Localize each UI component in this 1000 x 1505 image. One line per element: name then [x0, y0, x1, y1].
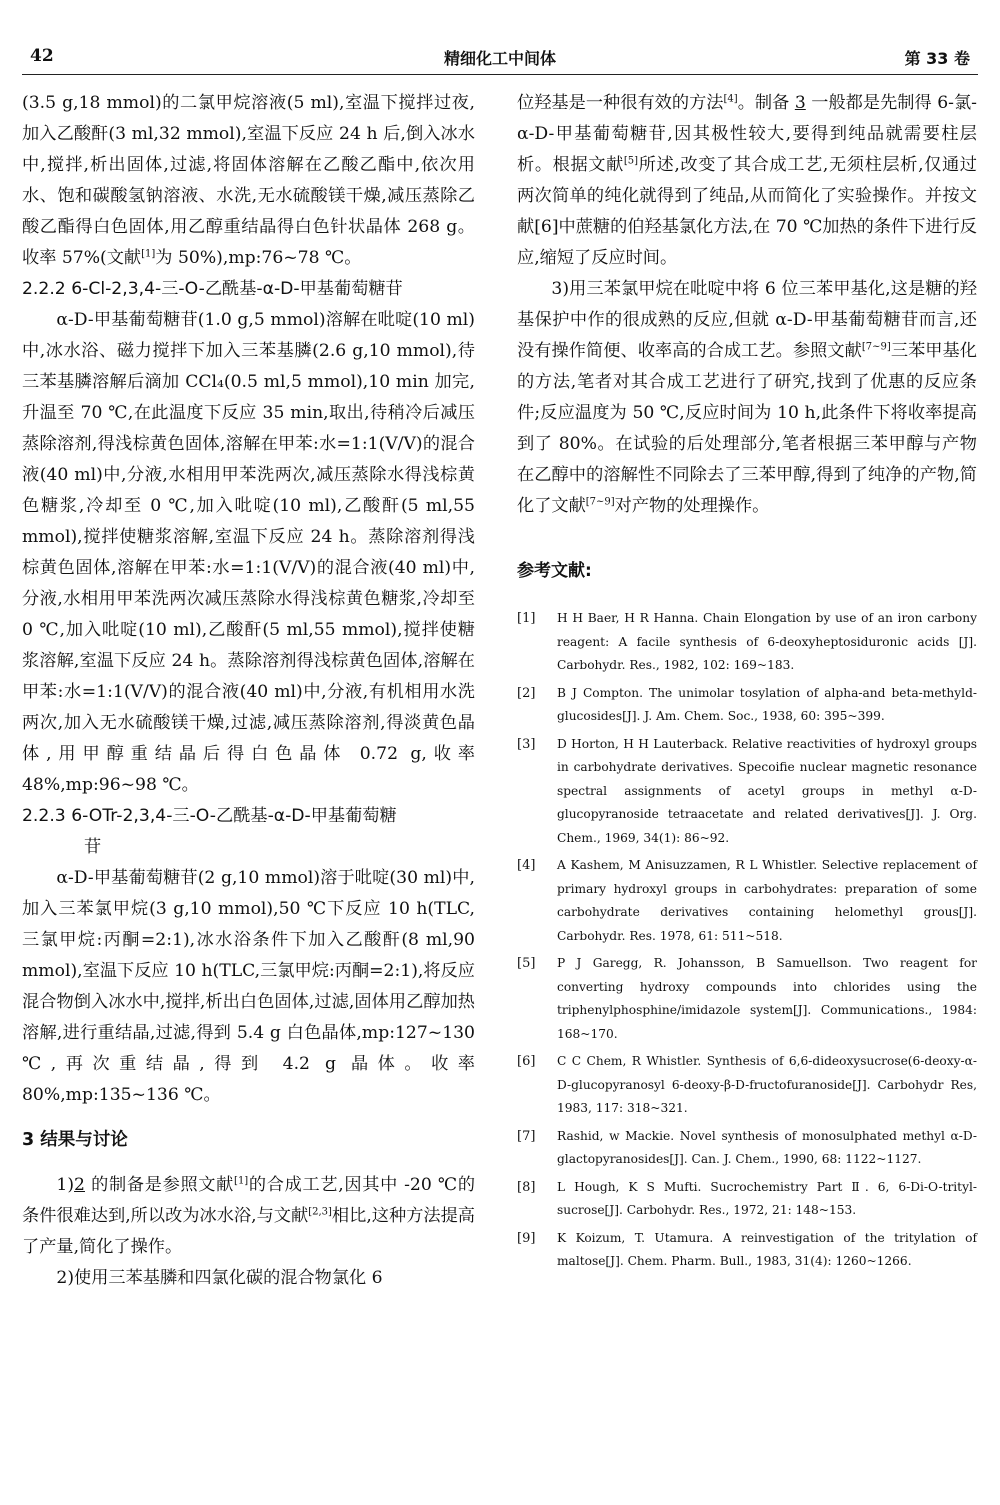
reference-item	[517, 1125, 977, 1172]
text: 一般都是先制得 6-氯-α-D-甲基葡萄糖苷,因其极性较大,要得到纯品就需要柱层析。根据文献	[517, 93, 977, 175]
reference-text: L Hough, K S Mufti. Sucrochemistry Part Ⅱ. 6, 6-Di-O-trityl-sucrose[J]. Carbohydr. Res., 1972, 21: 148~153.	[557, 1179, 977, 1217]
citation: [5]	[623, 155, 639, 167]
text: 三苯甲基化的方法,笔者对其合成工艺进行了研究,找到了优惠的反应条件;反应温度为 50 ℃,反应时间为 10 h,此条件下将收率提高到了 80%。在试验的后处理部分,笔者根据三苯甲醇与产物在乙醇中的溶解性不同除去了三苯甲醇,得到了纯净的产物,简化了文献	[517, 341, 977, 516]
reference-number: [6]	[517, 1054, 536, 1069]
citation: [1]	[141, 248, 156, 260]
paragraph: 2)使用三苯基膦和四氯化碳的混合物氯化 6	[56, 1268, 383, 1288]
citation: [7~9]	[585, 496, 615, 508]
reference-item	[517, 682, 977, 729]
reference-item	[517, 952, 977, 1046]
citation: [2,3]	[308, 1206, 332, 1218]
volume-label: 第 33 卷	[904, 49, 970, 68]
reference-number: [8]	[517, 1179, 536, 1195]
reference-text: P J Garegg, R. Johansson, B Samuellson. Two reagent for converting hydroxy compounds into chlorides using the triphenylphosphine/imidazole system[J]. Communications., 1984: 168~170.	[557, 956, 977, 1041]
text: 的合成工艺,因其中 -20 ℃的条件很难达到,所以改为冰水浴,与文献	[22, 1175, 476, 1226]
paragraph: α-D-甲基葡萄糖苷(2 g,10 mmol)溶于吡啶(30 ml)中,加入三苯氯甲烷(3 g,10 mmol),50 ℃下反应 10 h(TLC,三氯甲烷:丙酮=2:1),冰水浴条件下加入乙酸酐(8 ml,90 mmol),室温下反应 10 h(TLC,三氯甲烷:丙酮=2:1),将反应混合物倒入冰水中,搅拌,析出白色固体,过滤,固体用乙醇加热溶解,进行重结晶,过滤,得到 5.4 g 白色晶体,mp:127~130 ℃,再次重结晶,得到 4.2 g 晶体。收率 80%,mp:135~136 ℃。	[22, 868, 475, 1105]
paragraph: α-D-甲基葡萄糖苷(1.0 g,5 mmol)溶解在吡啶(10 ml)中,冰水浴、磁力搅拌下加入三苯基膦(2.6 g,10 mmol),待三苯基膦溶解后滴加 CCl₄(0.5 ml,5 mmol),10 min 加完,升温至 70 ℃,在此温度下反应 35 min,取出,待稍冷后减压蒸除溶剂,得浅棕黄色固体,溶解在甲苯:水=1:1(V/V)的混合液(40 ml)中,分液,水相用甲苯洗两次,减压蒸除水得浅棕黄色糖浆,冷却至 0 ℃,加入吡啶(10 ml),乙酸酐(5 ml,55 mmol),搅拌使糖浆溶解,室温下反应 24 h。蒸除溶剂得浅棕黄色固体,溶解在甲苯:水=1:1(V/V)的混合液(40 ml)中,分液,水相用甲苯洗两次减压蒸除水得浅棕黄色糖浆,冷却至 0 ℃,加入吡啶(10 ml),乙酸酐(5 ml,55 mmol),搅拌使糖浆溶解,室温下反应 24 h。蒸除溶剂得浅棕黄色固体,溶解在甲苯:水=1:1(V/V)的混合液(40 ml)中,分液,有机相用水洗两次,加入无水硫酸镁干燥,过滤,减压蒸除溶剂,得淡黄色晶体,用甲醇重结晶后得白色晶体 0.72 g,收率 48%,mp:96~98 ℃。	[22, 310, 475, 795]
compound-number: 3	[794, 93, 806, 113]
header-rule	[22, 74, 978, 75]
reference-text: B J Compton. The unimolar tosylation of alpha-and beta-methyld-glucosides[J]. J. Am. Chem. Soc., 1938, 60: 395~399.	[557, 685, 977, 723]
right-column	[517, 88, 977, 1278]
reference-item	[517, 607, 977, 678]
reference-text: C C Chem, R Whistler. Synthesis of 6,6-dideoxysucrose(6-deoxy-α-D-glucopyranosyl 6-deoxy-β-D-fructofuranoside[J]. Carbohydr Res, 1983, 117: 318~321.	[557, 1054, 977, 1115]
reference-text: H H Baer, H R Hanna. Chain Elongation by use of an iron carbony reagent: A facile synthesis of 6-deoxyheptosiduronic acids [J]. Carbohydr. Res., 1982, 102: 169~183.	[557, 611, 977, 672]
text: 所述,改变了其合成工艺,无须柱层析,仅通过两次简单的纯化就得到了纯品,从而简化了实验操作。并按文献[6]中蔗糖的伯羟基氯化方法,在 70 ℃加热的条件下进行反应,缩短了反应时间。	[517, 155, 977, 268]
text: 对产物的处理操作。	[614, 496, 770, 516]
reference-number: [9]	[517, 1230, 536, 1246]
reference-item	[517, 733, 977, 851]
text: 相比,这种方法提高了产量,简化了操作。	[22, 1206, 475, 1257]
reference-number: [1]	[517, 611, 536, 626]
section-heading-2-2-3-cont: 苷	[84, 837, 102, 857]
paragraph	[517, 88, 977, 274]
paragraph	[517, 274, 977, 522]
text: 为 50%),mp:76~78 ℃。	[155, 248, 362, 268]
reference-number: [5]	[517, 956, 536, 971]
text: 位羟基是一种很有效的方法	[517, 93, 724, 113]
reference-item	[517, 854, 977, 948]
section-heading-3: 3 结果与讨论	[22, 1130, 128, 1150]
citation: [4]	[723, 93, 738, 105]
text: 3)用三苯氯甲烷在吡啶中将 6 位三苯甲基化,这是糖的羟基保护中作的很成熟的反应,但就 α-D-甲基葡萄糖苷而言,还没有操作简便、收率高的合成工艺。参照文献	[517, 279, 977, 361]
reference-list	[517, 607, 977, 1274]
page-number: 42	[30, 46, 54, 66]
reference-text: Rashid, w Mackie. Novel synthesis of monosulphated methyl α-D-glactopyranosides[J]. Can. J. Chem., 1990, 68: 1122~1127.	[557, 1128, 977, 1166]
text: 的制备是参照文献	[84, 1175, 235, 1195]
reference-item	[517, 1176, 977, 1223]
reference-text: A Kashem, M Anisuzzamen, R L Whistler. Selective replacement of primary hydroxyl groups in carbohydrates: preparation of some carbohydrate derivatives containing helomethyl grous[J]. Carbohydr. Res. 1978, 61: 511~518.	[557, 858, 977, 943]
running-header	[30, 46, 970, 72]
reference-item	[517, 1050, 977, 1121]
text: 1)	[56, 1175, 75, 1195]
text: 。制备	[737, 93, 795, 113]
section-heading-2-2-3: 2.2.3 6-OTr-2,3,4-三-O-乙酰基-α-D-甲基葡萄糖	[22, 806, 397, 826]
journal-title: 精细化工中间体	[443, 49, 556, 68]
text: (3.5 g,18 mmol)的二氯甲烷溶液(5 ml),室温下搅拌过夜,加入乙酸酐(3 ml,32 mmol),室温下反应 24 h 后,倒入冰水中,搅拌,析出固体,过滤,将固体溶解在乙酸乙酯中,依次用水、饱和碳酸氢钠溶液、水洗,无水硫酸镁干燥,减压蒸除乙酸乙酯得白色固体,用乙醇重结晶得白色针状晶体 268 g。收率 57%(文献	[22, 93, 475, 268]
citation: [7~9]	[861, 341, 891, 353]
reference-text: K Koizum, T. Utamura. A reinvestigation of the tritylation of maltose[J]. Chem. Pharm. Bull., 1983, 31(4): 1260~1266.	[557, 1230, 977, 1268]
reference-item	[517, 1227, 977, 1274]
reference-number: [3]	[517, 736, 536, 752]
paragraph	[22, 88, 475, 274]
section-heading-2-2-2: 2.2.2 6-Cl-2,3,4-三-O-乙酰基-α-D-甲基葡萄糖苷	[22, 279, 403, 299]
reference-number: [4]	[517, 858, 536, 873]
references-heading: 参考文献:	[517, 561, 592, 581]
left-column	[22, 88, 475, 1294]
reference-number: [7]	[517, 1128, 536, 1144]
reference-number: [2]	[517, 685, 536, 701]
citation: [1]	[234, 1175, 249, 1187]
compound-number: 2	[74, 1175, 85, 1195]
paragraph	[22, 1170, 475, 1263]
reference-text: D Horton, H H Lauterback. Relative reactivities of hydroxyl groups in carbohydrate derivatives. Specoifie nuclear magnetic resonance spectral assignments of acetyl groups in methyl α-D-glucopyranoside tetraacetate and related derivatives[J]. J. Org. Chem., 1969, 34(1): 86~92.	[557, 736, 977, 845]
